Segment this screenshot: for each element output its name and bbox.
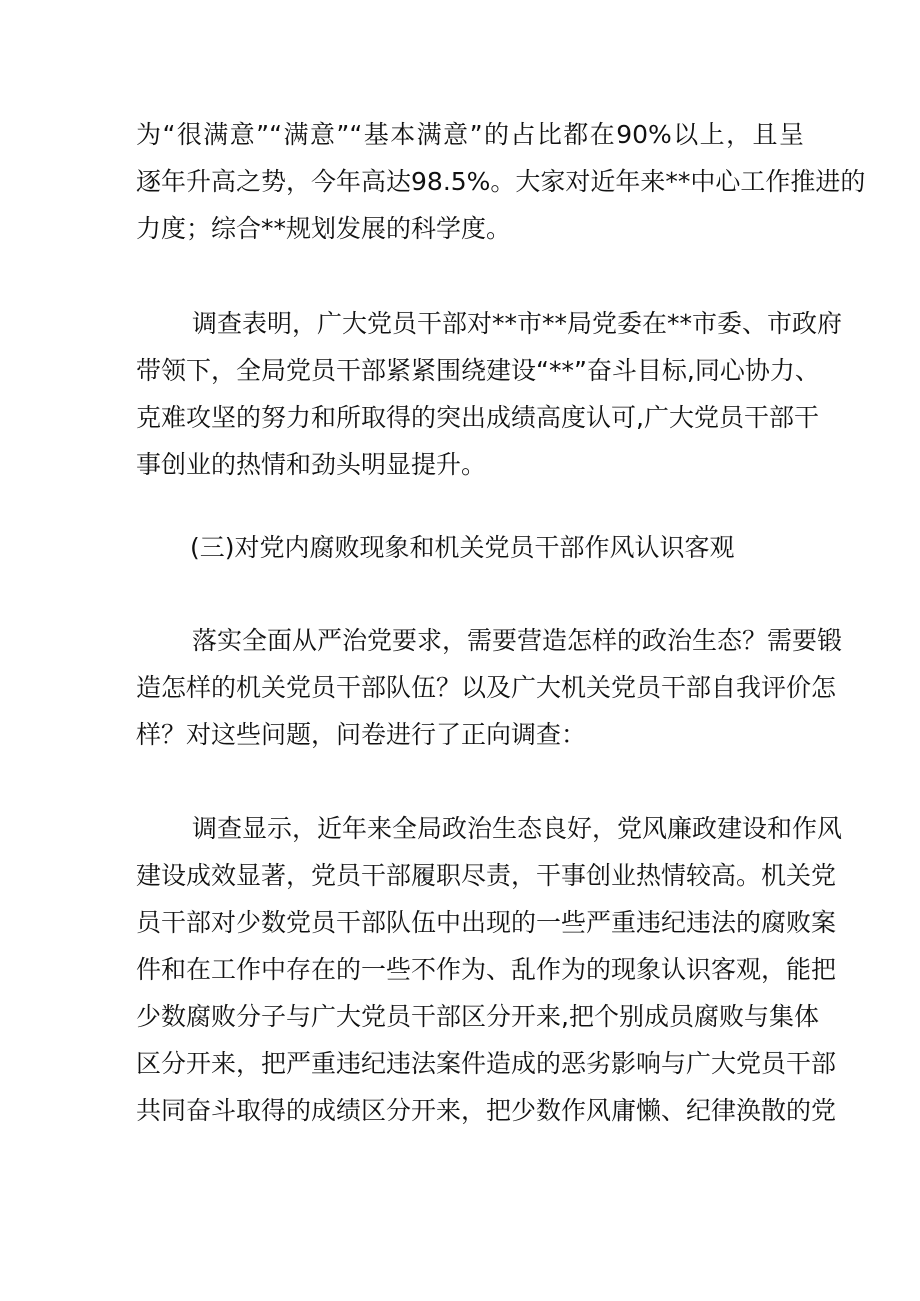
text-line: 调查显示，近年来全局政治生态良好，党风廉政建设和作风 (192, 814, 843, 843)
section-heading: (三)对党内腐败现象和机关党员干部作风认识客观 (190, 533, 735, 562)
text-line: 事创业的热情和劲头明显提升。 (136, 450, 487, 479)
text-line: 少数腐败分子与广大党员干部区分开来,把个别成员腐败与集体 (136, 1002, 819, 1031)
text-line: 区分开来，把严重违纪违法案件造成的恶劣影响与广大党员干部 (136, 1049, 837, 1078)
text-line: 建设成效显著，党员干部履职尽责，干事创业热情较高。机关党 (136, 861, 837, 890)
text-line: 调查表明，广大党员干部对**市**局党委在**市委、市政府 (192, 309, 843, 338)
text-line: 造怎样的机关党员干部队伍？以及广大机关党员干部自我评价怎 (136, 673, 837, 702)
text-line: 带领下，全局党员干部紧紧围绕建设“**”奋斗目标,同心协力、 (136, 356, 820, 385)
text-line: 样？对这些问题，问卷进行了正向调查： (136, 720, 587, 749)
text-line: 件和在工作中存在的一些不作为、乱作为的现象认识客观，能把 (136, 955, 837, 984)
text-line: 力度；综合**规划发展的科学度。 (136, 214, 512, 243)
text-line: 落实全面从严治党要求，需要营造怎样的政治生态？需要锻 (192, 626, 843, 655)
text-line: 共同奋斗取得的成绩区分开来，把少数作风庸懒、纪律涣散的党 (136, 1096, 837, 1125)
text-line: 逐年升高之势，今年高达98.5%。大家对近年来**中心工作推进的 (136, 167, 866, 196)
text-line: 员干部对少数党员干部队伍中出现的一些严重违纪违法的腐败案 (136, 908, 837, 937)
text-line: 克难攻坚的努力和所取得的突出成绩高度认可,广大党员干部干 (136, 403, 819, 432)
text-line: 为“很满意”“满意”“基本满意”的占比都在90%以上，且呈 (136, 120, 804, 149)
